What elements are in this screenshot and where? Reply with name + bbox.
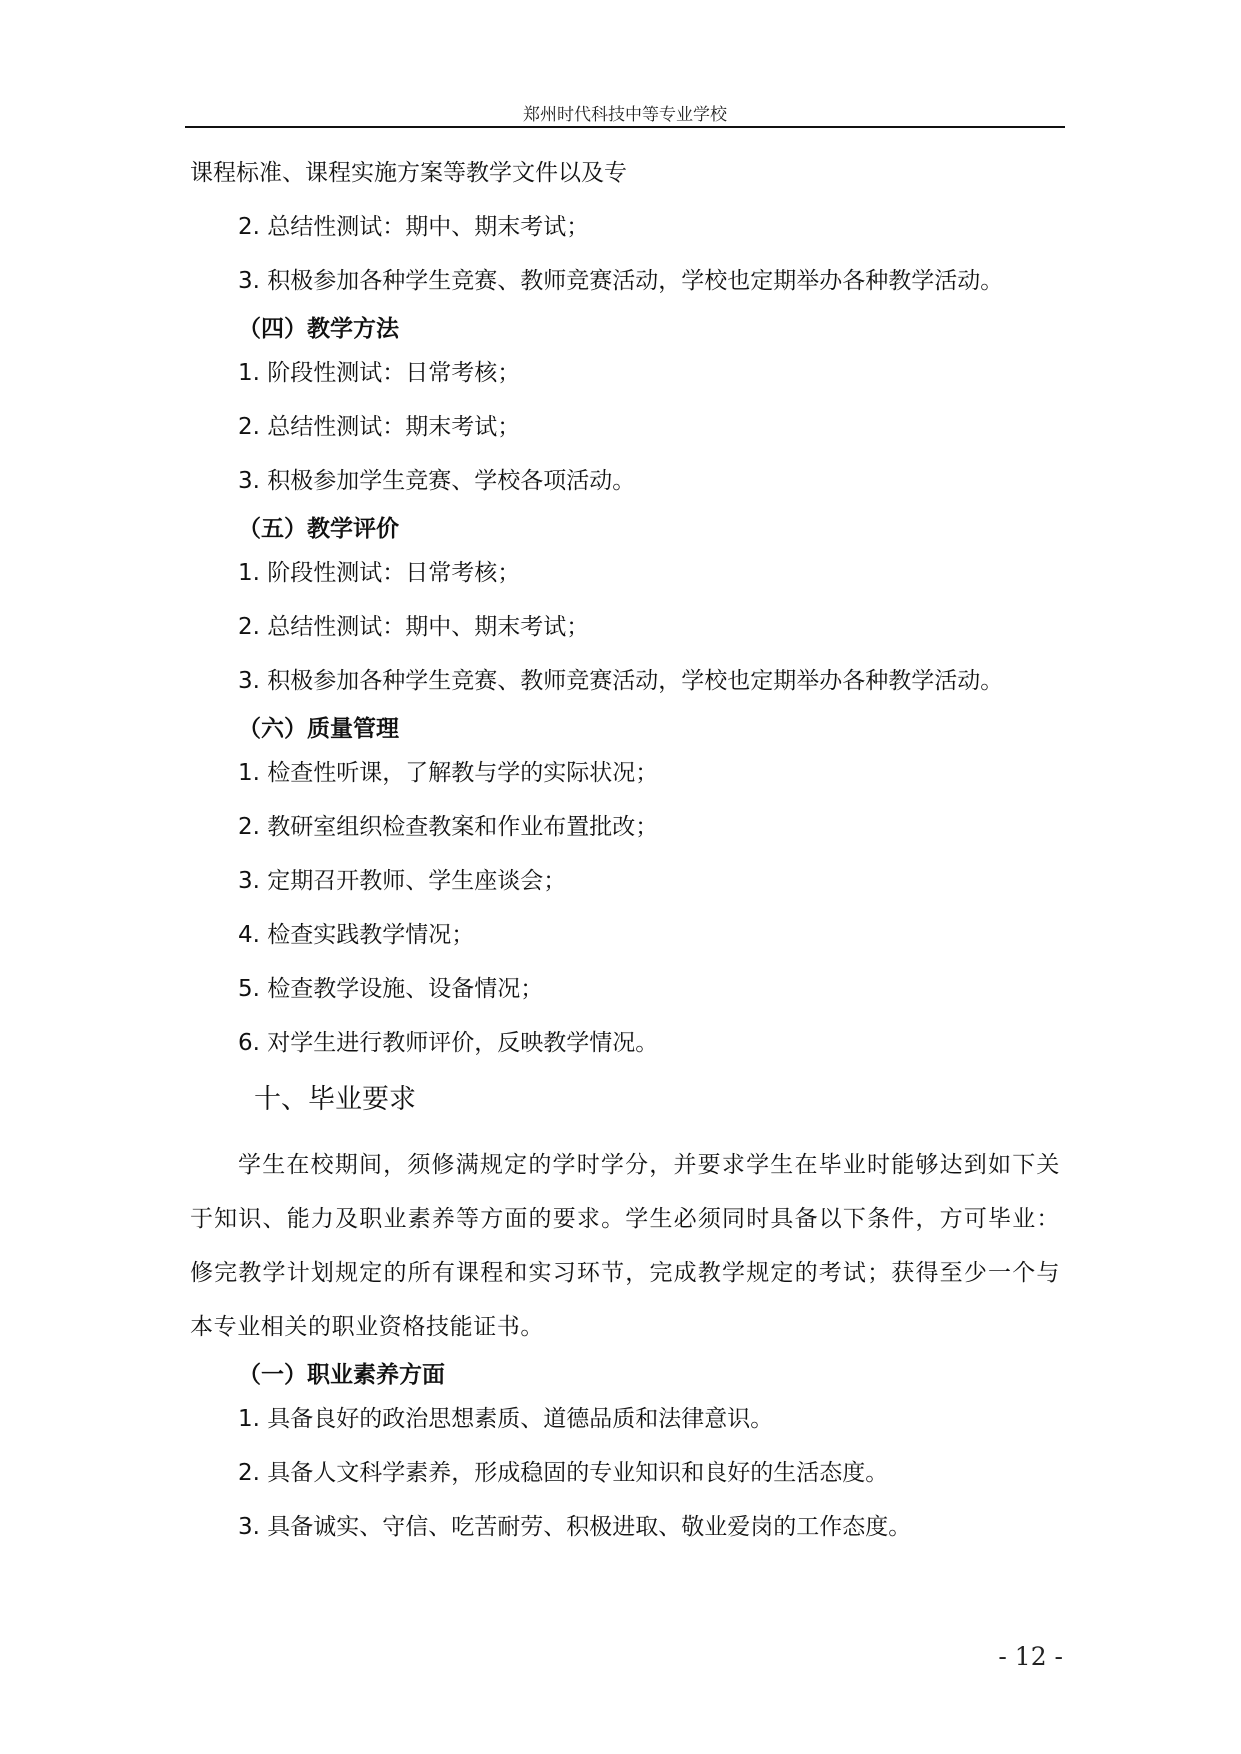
document-body	[190, 158, 1060, 1566]
chapter-heading: 十、毕业要求	[254, 1084, 416, 1115]
list-item: 5. 检查教学设施、设备情况；	[238, 976, 544, 1002]
list-item: 4. 检查实践教学情况；	[238, 922, 475, 948]
header-divider	[185, 126, 1065, 128]
list-item: 1. 检查性听课，了解教与学的实际状况；	[238, 760, 659, 786]
section-heading: （一）职业素养方面	[238, 1362, 445, 1388]
body-paragraph: 学生在校期间，须修满规定的学时学分，并要求学生在毕业时能够达到如下关于知识、能力及职业素养等方面的要求。学生必须同时具备以下条件，方可毕业：修完教学计划规定的所有课程和实习环节，完成教学规定的考试；获得至少一个与本专业相关的职业资格技能证书。	[190, 1152, 1060, 1340]
section-heading: （四）教学方法	[238, 316, 399, 342]
section-heading: （六）质量管理	[238, 716, 399, 742]
list-item: 1. 阶段性测试：日常考核；	[238, 560, 521, 586]
list-item: 2. 教研室组织检查教案和作业布置批改；	[238, 814, 659, 840]
list-item: 3. 具备诚实、守信、吃苦耐劳、积极进取、敬业爱岗的工作态度。	[238, 1514, 912, 1540]
list-item: 3. 积极参加各种学生竞赛、教师竞赛活动，学校也定期举办各种教学活动。	[238, 668, 1004, 694]
section-heading: （五）教学评价	[238, 516, 399, 542]
list-item: 3. 积极参加各种学生竞赛、教师竞赛活动，学校也定期举办各种教学活动。	[238, 268, 1004, 294]
list-item: 3. 定期召开教师、学生座谈会；	[238, 868, 567, 894]
list-item: 2. 总结性测试：期中、期末考试；	[238, 614, 590, 640]
list-item: 6. 对学生进行教师评价，反映教学情况。	[238, 1030, 659, 1056]
page-number: - 12 -	[998, 1642, 1063, 1671]
list-item: 1. 具备良好的政治思想素质、道德品质和法律意识。	[238, 1406, 774, 1432]
list-item: 2. 具备人文科学素养，形成稳固的专业知识和良好的生活态度。	[238, 1460, 889, 1486]
page-header-title: 郑州时代科技中等专业学校	[523, 105, 727, 125]
list-item: 1. 阶段性测试：日常考核；	[238, 360, 521, 386]
continuation-line: 课程标准、课程实施方案等教学文件以及专	[190, 160, 627, 186]
list-item: 2. 总结性测试：期中、期末考试；	[238, 214, 590, 240]
list-item: 3. 积极参加学生竞赛、学校各项活动。	[238, 468, 636, 494]
list-item: 2. 总结性测试：期末考试；	[238, 414, 521, 440]
